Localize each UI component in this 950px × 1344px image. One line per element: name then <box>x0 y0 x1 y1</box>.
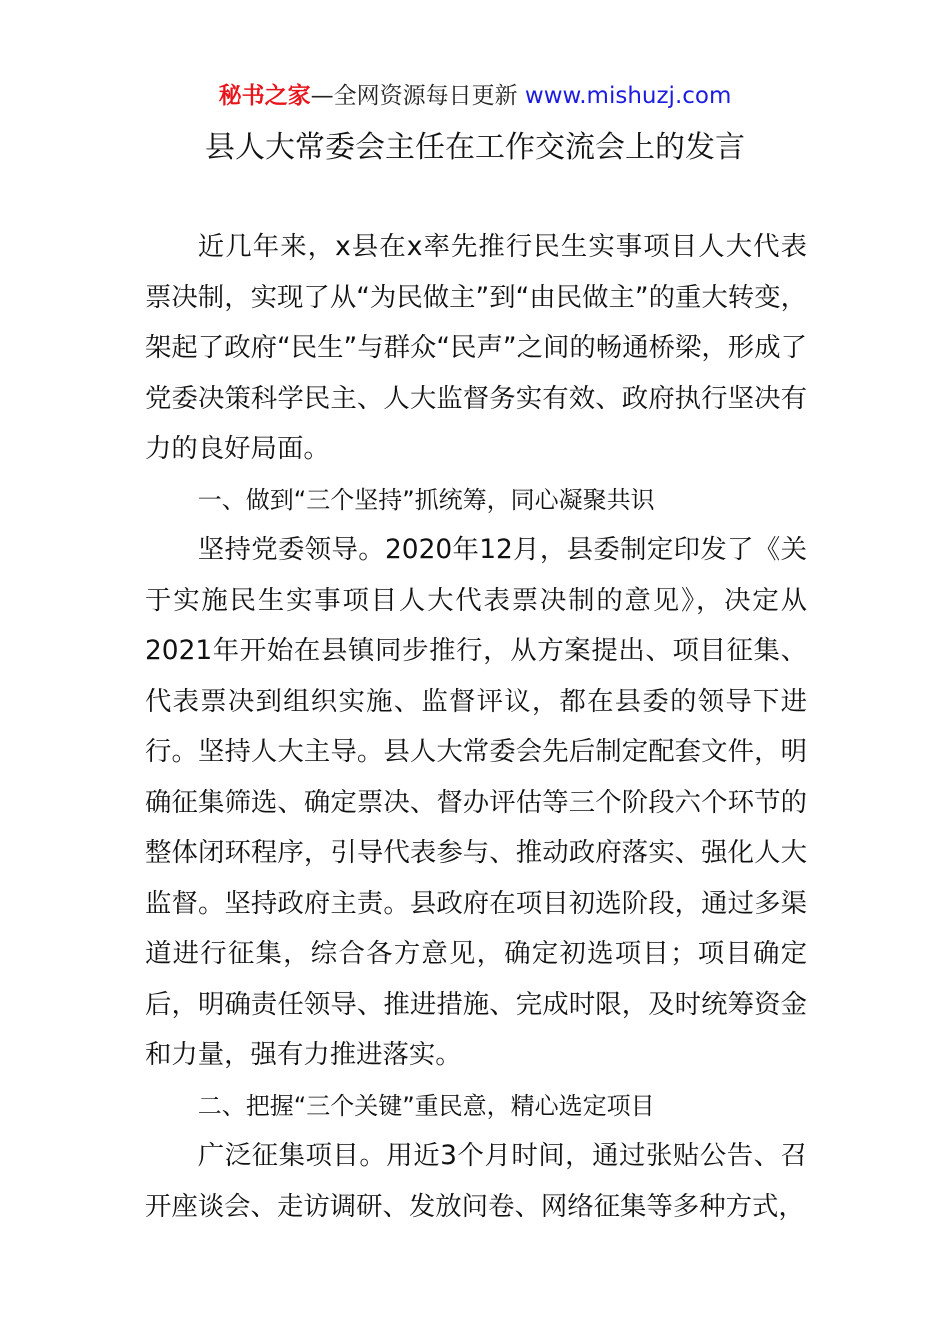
header-tagline: —全网资源每日更新 <box>310 83 518 109</box>
paragraph-section-2: 广泛征集项目。用近3个月时间，通过张贴公告、召开座谈会、走访调研、发放问卷、网络征集等多种方式， <box>145 1140 807 1222</box>
site-header <box>0 80 950 112</box>
paragraph-section-1: 坚持党委领导。2020年12月，县委制定印发了《关于实施民生实事项目人大代表票决制的意见》，决定从2021年开始在县镇同步推行，从方案提出、项目征集、代表票决到组织实施、监督评议，都在县委的领导下进行。坚持人大主导。县人大常委会先后制定配套文件，明确征集筛选、确定票决、督办评估等三个阶段六个环节的整体闭环程序，引导代表参与、推动政府落实、强化人大监督。坚持政府主责。县政府在项目初选阶段，通过多渠道进行征集，综合各方意见，确定初选项目；项目确定后，明确责任领导、推进措施、完成时限，及时统筹资金和力量，强有力推进落实。 <box>145 534 807 1070</box>
paragraph-intro: 近几年来，x县在x率先推行民生实事项目人大代表票决制，实现了从“为民做主”到“由民做主”的重大转变，架起了政府“民生”与群众“民声”之间的畅通桥梁，形成了党委决策科学民主、人大监督务实有效、政府执行坚决有力的良好局面。 <box>145 231 807 464</box>
document-body <box>145 222 807 1232</box>
brand-name: 秘书之家 <box>218 83 311 109</box>
site-url-link[interactable]: www.mishuzj.com <box>524 83 732 109</box>
section-heading-1: 一、做到“三个坚持”抓统筹，同心凝聚共识 <box>197 485 655 514</box>
section-heading-2: 二、把握“三个关键”重民意，精心选定项目 <box>197 1091 655 1120</box>
document-title: 县人大常委会主任在工作交流会上的发言 <box>205 130 745 165</box>
